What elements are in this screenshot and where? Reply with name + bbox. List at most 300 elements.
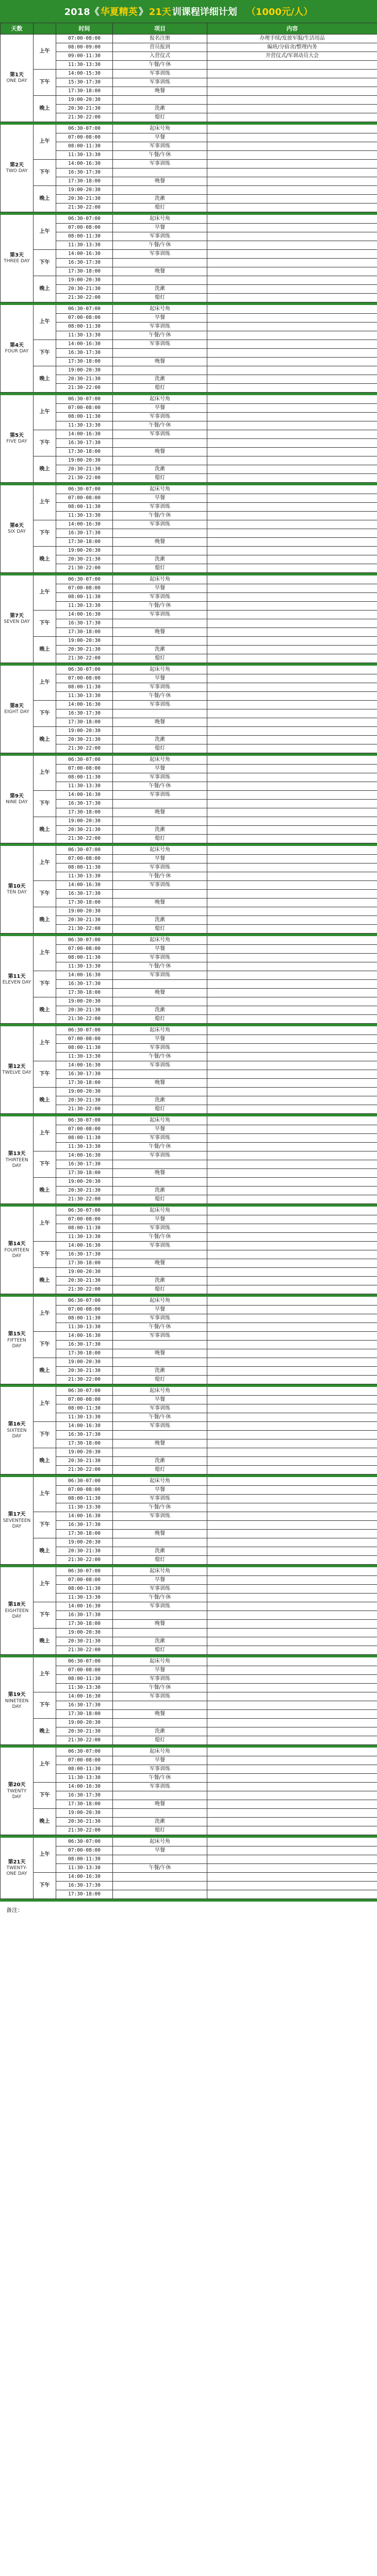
activity-cell: 熄灯 <box>113 1376 207 1384</box>
activity-cell: 熄灯 <box>113 384 207 393</box>
content-cell <box>207 1079 377 1088</box>
time-cell: 16:30-17:30 <box>56 349 113 358</box>
content-cell <box>207 1297 377 1306</box>
activity-cell: 晚餐 <box>113 538 207 547</box>
time-cell: 07:00-08:00 <box>56 674 113 683</box>
content-cell <box>207 413 377 421</box>
content-cell <box>207 692 377 701</box>
table-row <box>1 395 377 404</box>
time-cell: 15:30-17:30 <box>56 78 113 87</box>
table-row <box>1 1486 377 1495</box>
activity-cell: 起床号角 <box>113 305 207 314</box>
content-cell <box>207 1215 377 1224</box>
content-cell <box>207 1349 377 1358</box>
content-cell <box>207 439 377 448</box>
activity-cell <box>113 168 207 177</box>
time-cell: 16:30-17:30 <box>56 1611 113 1620</box>
content-cell <box>207 1006 377 1015</box>
activity-cell <box>113 1160 207 1169</box>
day-label-en: THREE DAY <box>4 259 30 264</box>
content-cell <box>207 925 377 934</box>
time-cell: 14:00-16:30 <box>56 611 113 619</box>
day-label: 第19天 <box>8 1692 26 1698</box>
period-cell: 上午 <box>34 305 56 340</box>
activity-cell: 军事训练 <box>113 881 207 890</box>
content-cell <box>207 1323 377 1332</box>
time-cell: 14:00-16:30 <box>56 971 113 980</box>
day-label-en: FIVE DAY <box>6 439 27 445</box>
table-row <box>1 899 377 907</box>
content-cell <box>207 1701 377 1710</box>
activity-cell: 午餐/午休 <box>113 1053 207 1061</box>
title-price-tag: （1000元/人） <box>246 7 313 18</box>
time-cell: 14:00-15:30 <box>56 70 113 78</box>
activity-cell: 午餐/午休 <box>113 61 207 70</box>
day-label: 第17天 <box>8 1512 26 1517</box>
table-row <box>1 756 377 765</box>
day-label-cell <box>1 1026 34 1114</box>
activity-cell: 早餐 <box>113 1756 207 1765</box>
table-row <box>1 1765 377 1774</box>
activity-cell: 起床号角 <box>113 1026 207 1035</box>
activity-cell: 熄灯 <box>113 744 207 753</box>
table-row <box>1 936 377 945</box>
period-cell: 晚上 <box>34 1448 56 1475</box>
day-label: 第14天 <box>8 1241 26 1247</box>
time-cell: 16:30-17:30 <box>56 529 113 538</box>
activity-cell: 军事训练 <box>113 250 207 259</box>
table-row <box>1 1873 377 1882</box>
time-cell: 16:30-17:30 <box>56 1882 113 1890</box>
time-cell: 07:00-08:00 <box>56 584 113 593</box>
table-row <box>1 637 377 646</box>
time-cell: 21:30-22:00 <box>56 1736 113 1745</box>
period-cell: 晚上 <box>34 817 56 843</box>
day-label: 第11天 <box>8 973 26 979</box>
time-cell: 20:30-21:30 <box>56 1277 113 1285</box>
table-row <box>1 474 377 483</box>
table-row <box>1 384 377 393</box>
period-cell: 下午 <box>34 1422 56 1448</box>
activity-cell: 洗漱 <box>113 1096 207 1105</box>
table-row <box>1 593 377 602</box>
activity-cell: 熄灯 <box>113 654 207 663</box>
time-cell: 17:30-18:00 <box>56 177 113 186</box>
time-cell: 11:30-13:30 <box>56 151 113 160</box>
table-row <box>1 1105 377 1114</box>
content-cell <box>207 1233 377 1242</box>
time-cell: 19:00-20:30 <box>56 637 113 646</box>
time-cell: 17:30-18:00 <box>56 1530 113 1538</box>
content-cell <box>207 756 377 765</box>
time-cell: 11:30-13:30 <box>56 1774 113 1783</box>
table-row <box>1 1396 377 1404</box>
content-cell <box>207 224 377 232</box>
time-cell: 16:30-17:30 <box>56 890 113 899</box>
page-title <box>0 0 377 23</box>
table-row <box>1 962 377 971</box>
activity-cell: 早餐 <box>113 133 207 142</box>
period-cell: 上午 <box>34 1567 56 1602</box>
period-cell: 晚上 <box>34 1358 56 1384</box>
table-row <box>1 52 377 61</box>
table-row <box>1 765 377 773</box>
table-row <box>1 945 377 954</box>
activity-cell <box>113 727 207 736</box>
day-label-cell <box>1 35 34 122</box>
header-time: 时间 <box>56 23 113 35</box>
activity-cell: 晚餐 <box>113 358 207 366</box>
content-cell <box>207 1026 377 1035</box>
content-cell <box>207 1088 377 1096</box>
activity-cell: 晚餐 <box>113 628 207 637</box>
activity-cell <box>113 1890 207 1899</box>
time-cell: 14:00-16:30 <box>56 1692 113 1701</box>
table-row <box>1 1826 377 1835</box>
period-cell: 上午 <box>34 125 56 160</box>
time-cell: 09:00-11:30 <box>56 52 113 61</box>
day-label: 第15天 <box>8 1331 26 1337</box>
table-row <box>1 285 377 294</box>
content-cell <box>207 1521 377 1530</box>
activity-cell: 早餐 <box>113 1486 207 1495</box>
table-row <box>1 520 377 529</box>
time-cell: 06:30-07:00 <box>56 305 113 314</box>
activity-cell: 午餐/午休 <box>113 782 207 791</box>
period-cell: 上午 <box>34 1748 56 1783</box>
table-row <box>1 1404 377 1413</box>
content-cell <box>207 1719 377 1727</box>
activity-cell: 军事训练 <box>113 1332 207 1341</box>
activity-cell: 午餐/午休 <box>113 962 207 971</box>
time-cell: 21:30-22:00 <box>56 564 113 573</box>
activity-cell: 午餐/午休 <box>113 1233 207 1242</box>
day-label: 第5天 <box>10 432 24 438</box>
table-row <box>1 1195 377 1204</box>
table-row <box>1 1277 377 1285</box>
table-row <box>1 954 377 962</box>
content-cell <box>207 1466 377 1475</box>
activity-cell: 军事训练 <box>113 430 207 439</box>
activity-cell: 军事训练 <box>113 1512 207 1521</box>
activity-cell <box>113 1882 207 1890</box>
table-row <box>1 1341 377 1349</box>
day-label-en: FOURTEEN DAY <box>4 1247 29 1259</box>
time-cell: 08:00-11:30 <box>56 1495 113 1503</box>
period-cell: 晚上 <box>34 997 56 1024</box>
day-label: 第12天 <box>8 1063 26 1070</box>
time-cell: 16:30-17:30 <box>56 1160 113 1169</box>
table-row <box>1 1756 377 1765</box>
time-cell: 17:30-18:00 <box>56 1890 113 1899</box>
activity-cell: 早餐 <box>113 314 207 323</box>
day-label-en: FOUR DAY <box>5 349 29 354</box>
time-cell: 07:00-08:00 <box>56 1215 113 1224</box>
activity-cell: 军事训练 <box>113 611 207 619</box>
content-cell <box>207 1431 377 1439</box>
activity-cell: 起床号角 <box>113 1567 207 1576</box>
content-cell <box>207 1873 377 1882</box>
content-cell <box>207 1602 377 1611</box>
content-cell <box>207 331 377 340</box>
time-cell: 06:30-07:00 <box>56 395 113 404</box>
period-cell: 上午 <box>34 1838 56 1873</box>
activity-cell: 洗漱 <box>113 465 207 474</box>
time-cell: 14:00-16:30 <box>56 1873 113 1882</box>
time-cell: 17:30-18:00 <box>56 1259 113 1268</box>
period-cell: 上午 <box>34 666 56 701</box>
activity-cell: 午餐/午休 <box>113 872 207 881</box>
title-camp-name: 华夏精英 <box>100 7 138 18</box>
activity-cell: 熄灯 <box>113 204 207 212</box>
time-cell: 06:30-07:00 <box>56 1477 113 1486</box>
content-cell <box>207 142 377 151</box>
period-cell: 下午 <box>34 1332 56 1358</box>
content-cell <box>207 1657 377 1666</box>
content-cell <box>207 782 377 791</box>
content-cell <box>207 125 377 133</box>
table-row <box>1 1585 377 1594</box>
time-cell: 20:30-21:30 <box>56 736 113 744</box>
content-cell <box>207 1611 377 1620</box>
time-cell: 14:00-16:30 <box>56 701 113 709</box>
activity-cell: 早餐 <box>113 494 207 503</box>
time-cell: 21:30-22:00 <box>56 1195 113 1204</box>
table-row <box>1 555 377 564</box>
content-cell <box>207 465 377 474</box>
content-cell <box>207 1259 377 1268</box>
content-cell <box>207 1675 377 1684</box>
day-label: 第16天 <box>8 1421 26 1427</box>
table-row <box>1 564 377 573</box>
activity-cell: 早餐 <box>113 1576 207 1585</box>
time-cell: 07:00-08:00 <box>56 765 113 773</box>
table-row <box>1 1495 377 1503</box>
activity-cell: 晚餐 <box>113 1259 207 1268</box>
activity-cell <box>113 709 207 718</box>
time-cell: 21:30-22:00 <box>56 113 113 122</box>
activity-cell: 起床号角 <box>113 1207 207 1215</box>
activity-cell: 营员报到 <box>113 43 207 52</box>
activity-cell: 洗漱 <box>113 1457 207 1466</box>
table-row <box>1 997 377 1006</box>
content-cell <box>207 485 377 494</box>
table-row <box>1 1448 377 1457</box>
table-row <box>1 1422 377 1431</box>
time-cell: 06:30-07:00 <box>56 1026 113 1035</box>
day-label-cell <box>1 1387 34 1475</box>
time-cell: 16:30-17:30 <box>56 1791 113 1800</box>
activity-cell: 洗漱 <box>113 1187 207 1195</box>
table-row <box>1 430 377 439</box>
day-label-en: ELEVEN DAY <box>2 980 31 986</box>
activity-cell: 洗漱 <box>113 555 207 564</box>
content-cell <box>207 1015 377 1024</box>
content-cell <box>207 736 377 744</box>
activity-cell: 起床号角 <box>113 395 207 404</box>
content-cell <box>207 1765 377 1774</box>
day-label-en: THIRTEEN DAY <box>5 1157 28 1168</box>
table-row <box>1 907 377 916</box>
activity-cell <box>113 890 207 899</box>
activity-cell: 军事训练 <box>113 593 207 602</box>
table-row <box>1 800 377 808</box>
activity-cell <box>113 1538 207 1547</box>
content-cell <box>207 1457 377 1466</box>
period-cell: 晚上 <box>34 186 56 212</box>
content-cell <box>207 1637 377 1646</box>
time-cell: 21:30-22:00 <box>56 1015 113 1024</box>
table-row <box>1 1044 377 1053</box>
time-cell: 08:00-11:30 <box>56 1404 113 1413</box>
header-period <box>34 23 56 35</box>
time-cell: 19:00-20:30 <box>56 1268 113 1277</box>
content-cell <box>207 1314 377 1323</box>
table-row <box>1 1719 377 1727</box>
table-row <box>1 1538 377 1547</box>
activity-cell: 洗漱 <box>113 916 207 925</box>
content-cell <box>207 1736 377 1745</box>
content-cell <box>207 602 377 611</box>
activity-cell: 报名注册 <box>113 35 207 43</box>
activity-cell: 洗漱 <box>113 195 207 204</box>
activity-cell: 晚餐 <box>113 448 207 456</box>
activity-cell <box>113 1611 207 1620</box>
time-cell: 21:30-22:00 <box>56 1646 113 1655</box>
content-cell <box>207 503 377 512</box>
time-cell: 07:00-08:00 <box>56 1035 113 1044</box>
period-cell: 下午 <box>34 70 56 96</box>
day-label-cell <box>1 1116 34 1204</box>
content-cell <box>207 1387 377 1396</box>
content-cell <box>207 349 377 358</box>
table-row <box>1 1710 377 1719</box>
activity-cell <box>113 997 207 1006</box>
activity-cell: 早餐 <box>113 765 207 773</box>
activity-cell: 熄灯 <box>113 564 207 573</box>
table-row <box>1 61 377 70</box>
table-row <box>1 782 377 791</box>
day-label-en: TWO DAY <box>6 168 28 174</box>
period-cell: 下午 <box>34 791 56 817</box>
table-row <box>1 1521 377 1530</box>
table-row <box>1 267 377 276</box>
content-cell <box>207 1774 377 1783</box>
content-cell <box>207 1250 377 1259</box>
table-row <box>1 744 377 753</box>
content-cell <box>207 1268 377 1277</box>
activity-cell: 起床号角 <box>113 1748 207 1756</box>
time-cell: 08:00-11:30 <box>56 773 113 782</box>
content-cell <box>207 773 377 782</box>
table-row <box>1 1233 377 1242</box>
time-cell: 11:30-13:30 <box>56 421 113 430</box>
time-cell: 17:30-18:00 <box>56 1169 113 1178</box>
activity-cell <box>113 529 207 538</box>
content-cell <box>207 340 377 349</box>
content-cell <box>207 1116 377 1125</box>
activity-cell: 洗漱 <box>113 1547 207 1556</box>
content-cell <box>207 1486 377 1495</box>
time-cell: 06:30-07:00 <box>56 1297 113 1306</box>
activity-cell: 晚餐 <box>113 1620 207 1629</box>
table-row <box>1 1783 377 1791</box>
activity-cell: 午餐/午休 <box>113 1323 207 1332</box>
activity-cell: 晚餐 <box>113 1439 207 1448</box>
table-row <box>1 485 377 494</box>
period-cell: 晚上 <box>34 1268 56 1294</box>
table-row <box>1 1088 377 1096</box>
activity-cell: 晚餐 <box>113 989 207 997</box>
activity-cell <box>113 1250 207 1259</box>
table-row <box>1 1096 377 1105</box>
activity-cell <box>113 1358 207 1367</box>
activity-cell: 军事训练 <box>113 954 207 962</box>
content-cell <box>207 494 377 503</box>
content-cell <box>207 727 377 736</box>
time-cell: 16:30-17:30 <box>56 1431 113 1439</box>
period-cell: 上午 <box>34 1207 56 1242</box>
table-row <box>1 709 377 718</box>
day-label-en: SEVENTEEN DAY <box>3 1518 31 1529</box>
table-row <box>1 421 377 430</box>
activity-cell <box>113 547 207 555</box>
activity-cell: 早餐 <box>113 1306 207 1314</box>
day-label: 第10天 <box>8 883 26 889</box>
time-cell: 14:00-16:30 <box>56 1602 113 1611</box>
day-label-cell <box>1 1838 34 1899</box>
content-cell <box>207 404 377 413</box>
table-row <box>1 846 377 855</box>
table-row <box>1 881 377 890</box>
content-cell <box>207 285 377 294</box>
time-cell: 11:30-13:30 <box>56 782 113 791</box>
activity-cell: 军事训练 <box>113 791 207 800</box>
table-row <box>1 1620 377 1629</box>
time-cell: 16:30-17:30 <box>56 1250 113 1259</box>
content-cell <box>207 1684 377 1692</box>
time-cell: 11:30-13:30 <box>56 1053 113 1061</box>
content-cell <box>207 1178 377 1187</box>
time-cell: 14:00-16:30 <box>56 881 113 890</box>
activity-cell: 午餐/午休 <box>113 1413 207 1422</box>
activity-cell: 起床号角 <box>113 1387 207 1396</box>
time-cell: 17:30-18:00 <box>56 448 113 456</box>
content-cell <box>207 709 377 718</box>
table-row <box>1 465 377 474</box>
day-label: 第8天 <box>10 703 24 709</box>
content-cell <box>207 430 377 439</box>
activity-cell: 起床号角 <box>113 1297 207 1306</box>
activity-cell <box>113 1448 207 1457</box>
time-cell: 06:30-07:00 <box>56 1116 113 1125</box>
table-row <box>1 358 377 366</box>
content-cell <box>207 78 377 87</box>
table-row <box>1 1576 377 1585</box>
content-cell <box>207 1367 377 1376</box>
content-cell <box>207 547 377 555</box>
content-cell <box>207 1169 377 1178</box>
time-cell: 08:00-11:30 <box>56 1765 113 1774</box>
activity-cell: 晚餐 <box>113 267 207 276</box>
day-label-en: EIGHTEEN DAY <box>5 1608 29 1619</box>
table-row <box>1 177 377 186</box>
activity-cell: 早餐 <box>113 1396 207 1404</box>
activity-cell: 熄灯 <box>113 1556 207 1565</box>
table-row <box>1 1838 377 1846</box>
day-label: 第6天 <box>10 522 24 529</box>
activity-cell: 军事训练 <box>113 413 207 421</box>
